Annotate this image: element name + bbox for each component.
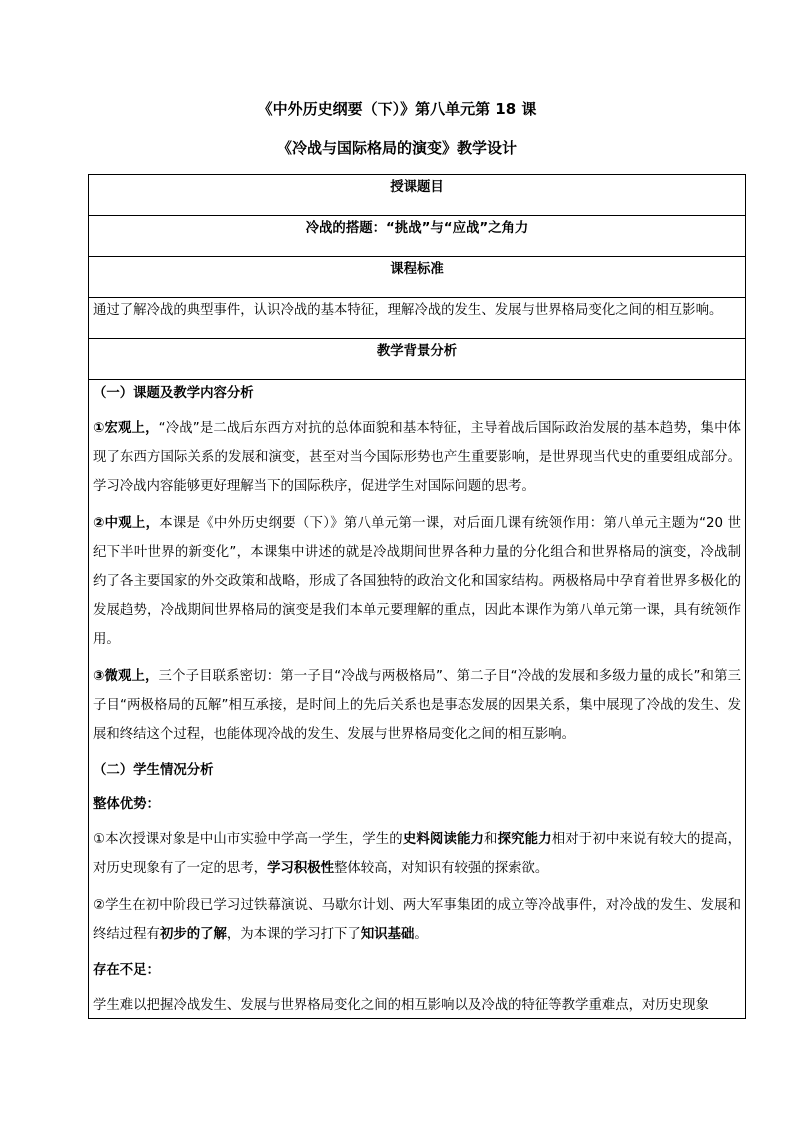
paragraph-lead: ③微观上， bbox=[93, 669, 159, 684]
lesson-plan-table bbox=[88, 174, 746, 1019]
background-header-cell: 教学背景分析 bbox=[89, 339, 746, 380]
subsection-heading: 存在不足： bbox=[93, 963, 160, 978]
paragraph-student-2: ②学生在初中阶段已学习过铁幕演说、马歇尔计划、两大军事集团的成立等冷战事件，对冷战的发生、发展和终结过程有初步的了解，为本课的学习打下了知识基础。 bbox=[93, 898, 741, 942]
table-row bbox=[89, 216, 746, 257]
paragraph-micro: ③微观上，三个子目联系密切：第一子目“冷战与两极格局”、第二子目“冷战的发展和多级力量的成长”和第三子目“两极格局的瓦解”相互承接，是时间上的先后关系也是事态发展的因果关系，集中展现了冷战的发生、发展和终结这个过程，也能体现冷战的发生、发展与世界格局变化之间的相互影响。 bbox=[93, 669, 741, 742]
analysis-cell bbox=[89, 380, 746, 1019]
subsection-heading: 整体优势： bbox=[93, 797, 160, 812]
paragraph-student-1: ①本次授课对象是中山市实验中学高一学生，学生的史料阅读能力和探究能力相对于初中来说有较大的提高，对历史现象有了一定的思考，学习积极性整体较高，对知识有较强的探索欲。 bbox=[93, 832, 741, 876]
section-heading: （一）课题及教学内容分析 bbox=[93, 386, 254, 401]
paragraph-lead: ②中观上， bbox=[93, 516, 160, 531]
paragraph-lead: ①宏观上， bbox=[93, 421, 159, 436]
document-subtitle: 《冷战与国际格局的演变》教学设计 bbox=[276, 139, 517, 157]
table-row bbox=[89, 380, 746, 1019]
paragraph-shortcoming: 学生难以把握冷战发生、发展与世界格局变化之间的相互影响以及冷战的特征等教学重难点，对历史现象 bbox=[93, 998, 709, 1013]
table-row bbox=[89, 298, 746, 339]
document-title: 《中外历史纲要（下）》第八单元第 18 课 bbox=[257, 100, 537, 118]
table-row bbox=[89, 175, 746, 216]
topic-value-cell: 冷战的搭题：“挑战”与“应战”之角力 bbox=[89, 216, 746, 257]
paragraph-macro: ①宏观上，“冷战”是二战后东西方对抗的总体面貌和基本特征，主导着战后国际政治发展的基本趋势，集中体现了东西方国际关系的发展和演变，甚至对当今国际形势也产生重要影响，是世界现当代史的重要组成部分。学习冷战内容能够更好理解当下的国际秩序，促进学生对国际问题的思考。 bbox=[93, 421, 741, 494]
table-row bbox=[89, 339, 746, 380]
standard-header-cell: 课程标准 bbox=[89, 257, 746, 298]
analysis-content bbox=[93, 380, 741, 1018]
section-heading: （二）学生情况分析 bbox=[93, 763, 214, 778]
paragraph-meso: ②中观上，本课是《中外历史纲要（下）》第八单元第一课，对后面几课有统领作用：第八单元主题为“20 世纪下半叶世界的新变化”，本课集中讲述的就是冷战期间世界各种力量的分化组合和世界格局的演变，冷战制约了各主要国家的外交政策和战略，形成了各国独特的政治文化和国家结构。两极格局中孕育着世界多极化的发展趋势，冷战期间世界格局的演变是我们本单元要理解的重点，因此本课作为第八单元第一课，具有统领作用。 bbox=[93, 516, 741, 647]
standard-text-cell: 通过了解冷战的典型事件，认识冷战的基本特征，理解冷战的发生、发展与世界格局变化之间的相互影响。 bbox=[89, 298, 746, 339]
table-row bbox=[89, 257, 746, 298]
topic-header-cell: 授课题目 bbox=[89, 175, 746, 216]
